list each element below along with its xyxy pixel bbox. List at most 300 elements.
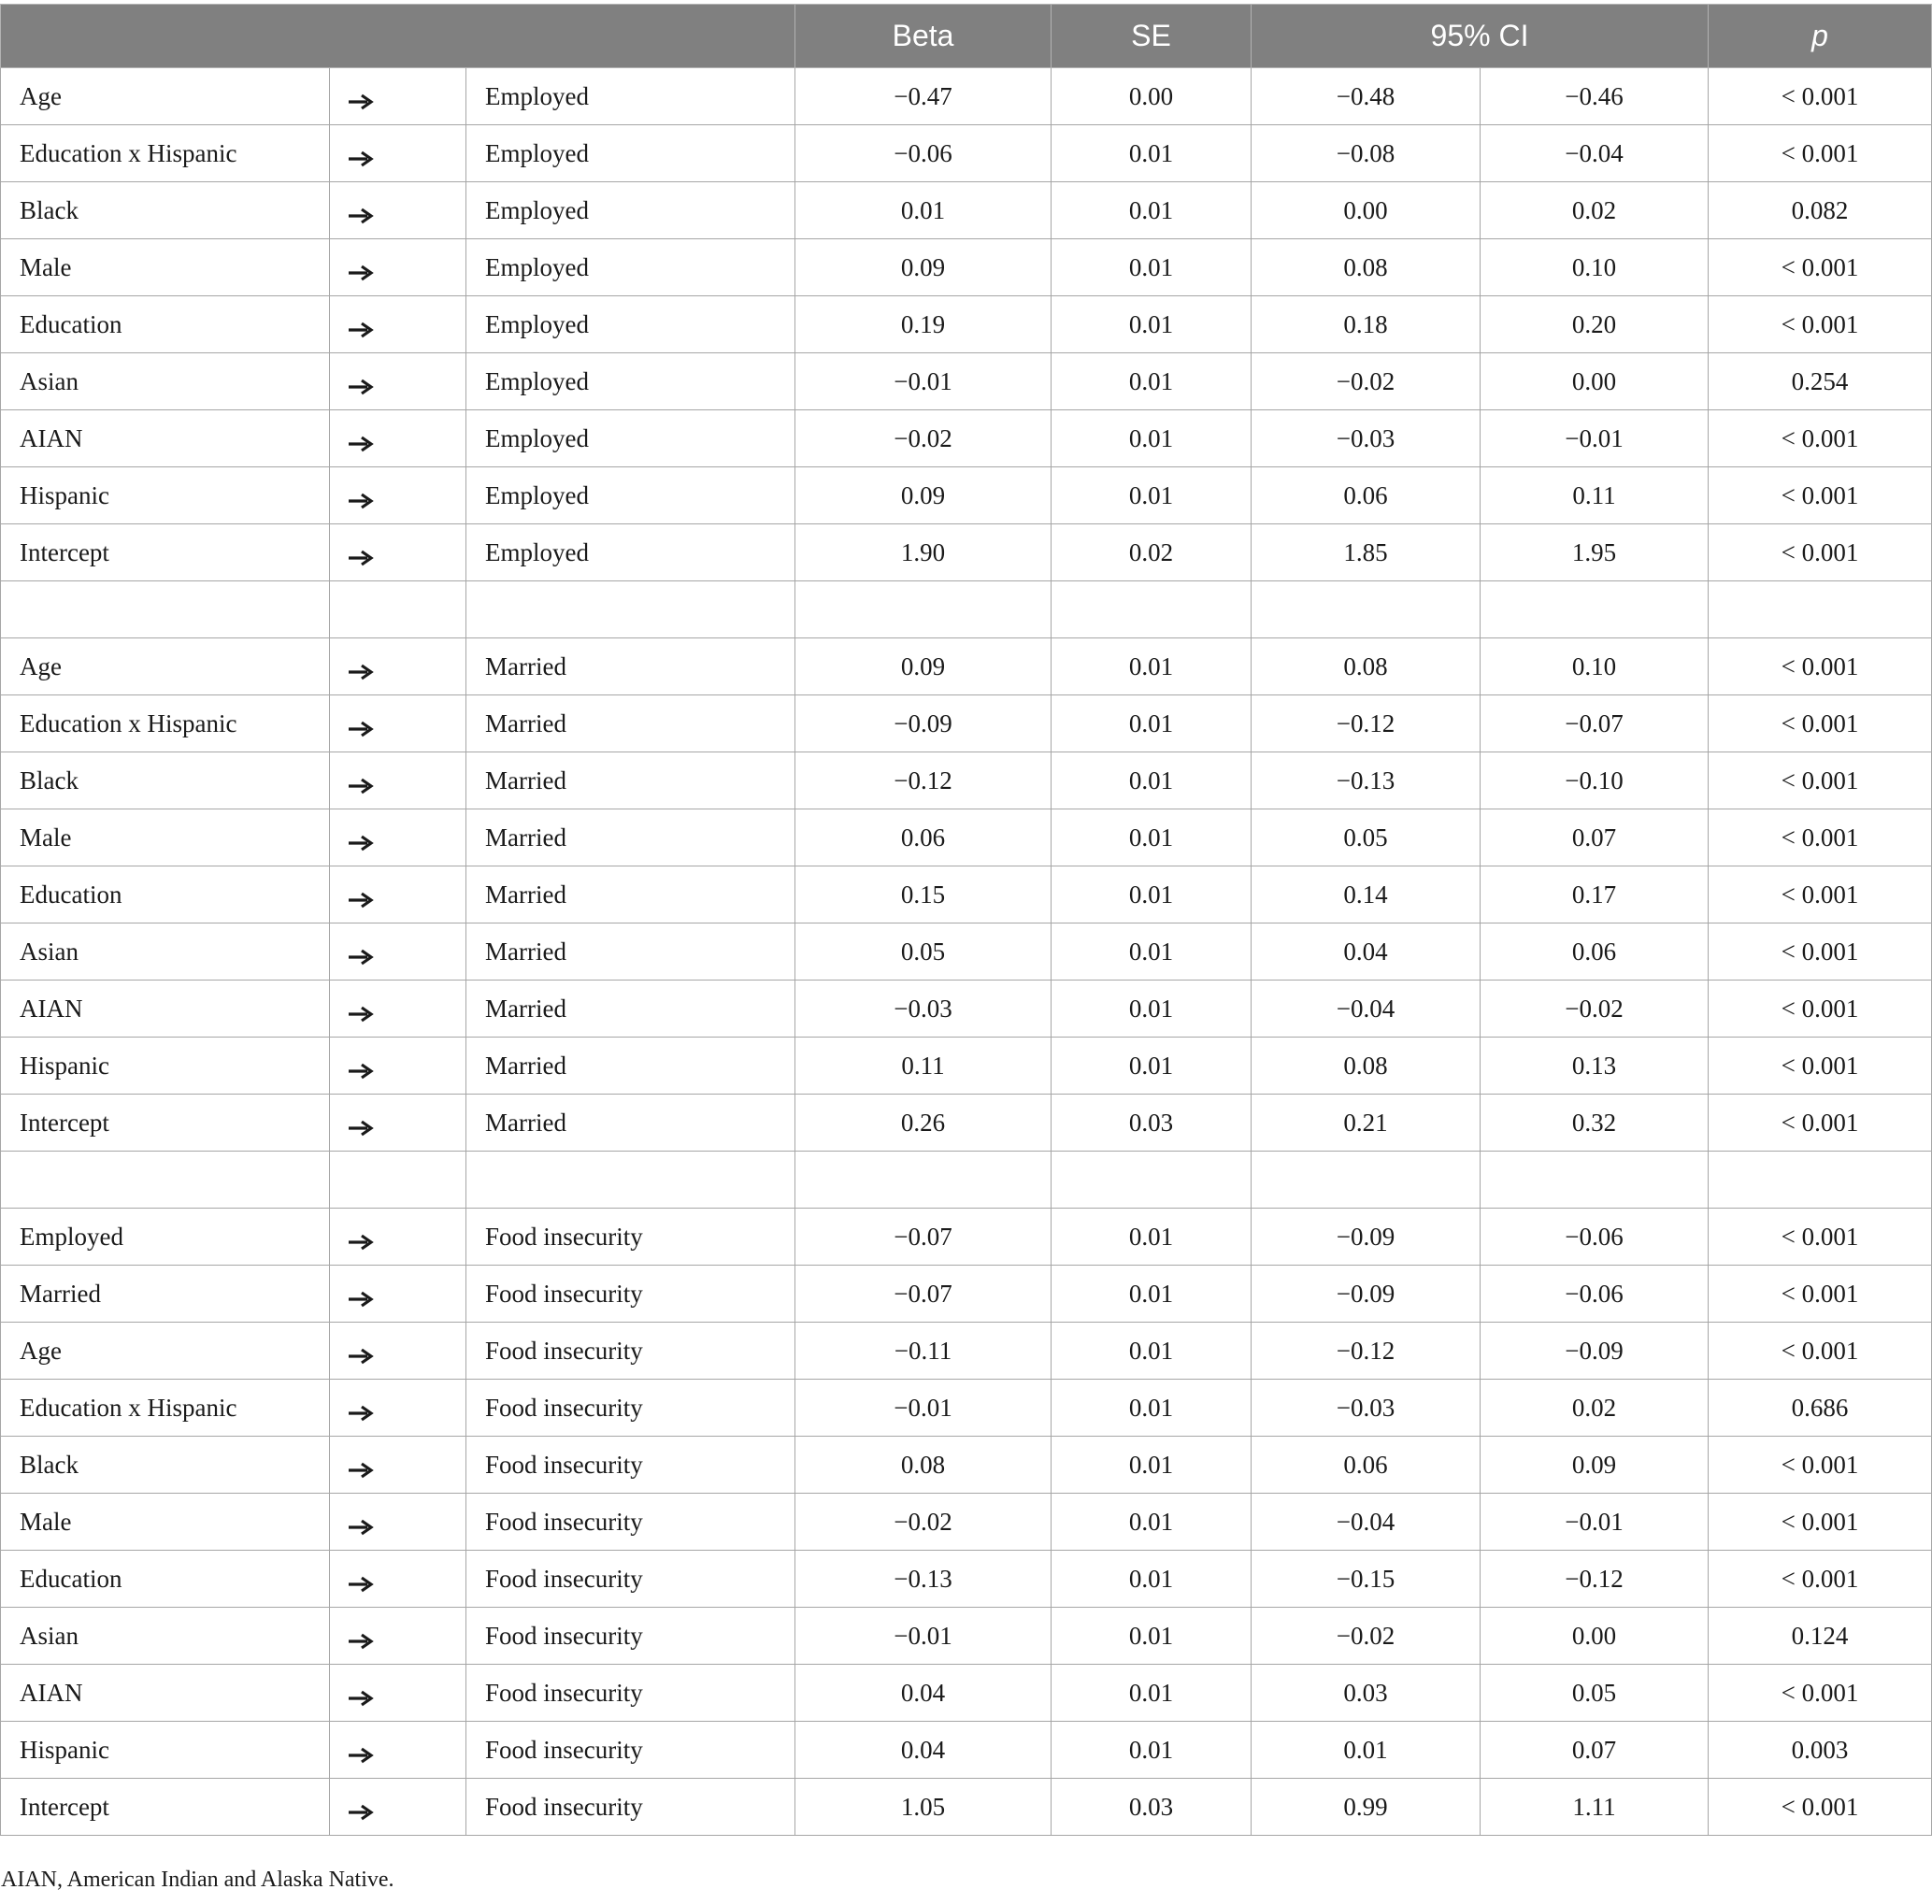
table-row: [1, 1551, 1932, 1608]
arrow-cell: [330, 1494, 466, 1551]
table-row: [1, 1095, 1932, 1152]
outcome-cell: Food insecurity: [466, 1722, 795, 1779]
beta-cell: 0.09: [795, 467, 1052, 524]
predictor-cell: Age: [1, 68, 330, 125]
p-value-cell: < 0.001: [1709, 695, 1932, 752]
beta-cell: −0.07: [795, 1266, 1052, 1323]
arrow-cell: [330, 1380, 466, 1437]
predictor-cell: Education x Hispanic: [1, 1380, 330, 1437]
beta-cell: −0.47: [795, 68, 1052, 125]
table-row: [1, 1779, 1932, 1836]
outcome-cell: Employed: [466, 296, 795, 353]
right-arrow-icon: [347, 1685, 375, 1704]
ci-lower-cell: 0.08: [1252, 638, 1481, 695]
predictor-cell: Asian: [1, 923, 330, 981]
arrow-cell: [330, 923, 466, 981]
table-row: [1, 1323, 1932, 1380]
right-arrow-icon: [347, 1742, 375, 1761]
predictor-cell: Hispanic: [1, 1038, 330, 1095]
p-value-cell: 0.082: [1709, 182, 1932, 239]
right-arrow-icon: [347, 1514, 375, 1533]
outcome-cell: Married: [466, 866, 795, 923]
right-arrow-icon: [347, 773, 375, 792]
predictor-cell: Employed: [1, 1209, 330, 1266]
empty-cell: [1709, 1152, 1932, 1209]
right-arrow-icon: [347, 545, 375, 564]
ci-lower-cell: 0.01: [1252, 1722, 1481, 1779]
ci-lower-cell: 0.08: [1252, 1038, 1481, 1095]
right-arrow-icon: [347, 944, 375, 963]
ci-lower-cell: −0.02: [1252, 1608, 1481, 1665]
ci-lower-cell: 0.03: [1252, 1665, 1481, 1722]
outcome-cell: Employed: [466, 467, 795, 524]
predictor-cell: AIAN: [1, 410, 330, 467]
table-row: [1, 1722, 1932, 1779]
ci-upper-cell: 0.10: [1481, 239, 1709, 296]
se-cell: 0.01: [1052, 1494, 1252, 1551]
se-cell: 0.01: [1052, 1437, 1252, 1494]
ci-upper-cell: −0.07: [1481, 695, 1709, 752]
se-cell: 0.01: [1052, 467, 1252, 524]
arrow-cell: [330, 410, 466, 467]
ci-upper-cell: 0.17: [1481, 866, 1709, 923]
arrow-cell: [330, 125, 466, 182]
se-cell: 0.01: [1052, 1722, 1252, 1779]
beta-cell: −0.01: [795, 1608, 1052, 1665]
se-cell: 0.01: [1052, 866, 1252, 923]
se-cell: 0.01: [1052, 353, 1252, 410]
p-value-cell: < 0.001: [1709, 1551, 1932, 1608]
arrow-cell: [330, 1779, 466, 1836]
empty-cell: [1481, 1152, 1709, 1209]
se-cell: 0.01: [1052, 809, 1252, 866]
predictor-cell: Intercept: [1, 1779, 330, 1836]
ci-upper-cell: 0.05: [1481, 1665, 1709, 1722]
ci-upper-cell: 0.13: [1481, 1038, 1709, 1095]
outcome-cell: Employed: [466, 410, 795, 467]
p-value-cell: < 0.001: [1709, 1095, 1932, 1152]
header-blank-cell: [1, 5, 795, 68]
table-footnote: AIAN, American Indian and Alaska Native.: [1, 1868, 394, 1892]
se-cell: 0.03: [1052, 1095, 1252, 1152]
se-cell: 0.01: [1052, 923, 1252, 981]
table-row: [1, 809, 1932, 866]
se-cell: 0.01: [1052, 1209, 1252, 1266]
se-cell: 0.01: [1052, 296, 1252, 353]
empty-cell: [466, 581, 795, 638]
table-row: [1, 1494, 1932, 1551]
p-value-cell: < 0.001: [1709, 1665, 1932, 1722]
beta-cell: 0.05: [795, 923, 1052, 981]
empty-cell: [466, 1152, 795, 1209]
arrow-cell: [330, 467, 466, 524]
outcome-cell: Food insecurity: [466, 1494, 795, 1551]
p-value-cell: 0.003: [1709, 1722, 1932, 1779]
outcome-cell: Food insecurity: [466, 1665, 795, 1722]
predictor-cell: Education x Hispanic: [1, 125, 330, 182]
table-row: [1, 1038, 1932, 1095]
table-row: [1, 68, 1932, 125]
beta-cell: −0.11: [795, 1323, 1052, 1380]
ci-lower-cell: 0.18: [1252, 296, 1481, 353]
ci-upper-cell: 0.00: [1481, 353, 1709, 410]
right-arrow-icon: [347, 1457, 375, 1476]
predictor-cell: Male: [1, 239, 330, 296]
ci-upper-cell: 0.07: [1481, 1722, 1709, 1779]
arrow-cell: [330, 866, 466, 923]
p-value-cell: < 0.001: [1709, 125, 1932, 182]
se-cell: 0.01: [1052, 1665, 1252, 1722]
beta-cell: 0.26: [795, 1095, 1052, 1152]
empty-cell: [330, 1152, 466, 1209]
p-value-cell: < 0.001: [1709, 752, 1932, 809]
ci-lower-cell: −0.04: [1252, 1494, 1481, 1551]
header-row: [1, 5, 1932, 68]
se-cell: 0.01: [1052, 1608, 1252, 1665]
p-value-cell: < 0.001: [1709, 1266, 1932, 1323]
arrow-cell: [330, 1266, 466, 1323]
arrow-cell: [330, 68, 466, 125]
beta-cell: −0.01: [795, 353, 1052, 410]
ci-upper-cell: −0.01: [1481, 410, 1709, 467]
regression-table: [0, 4, 1932, 1836]
right-arrow-icon: [347, 1343, 375, 1362]
table-row: [1, 524, 1932, 581]
predictor-cell: Intercept: [1, 1095, 330, 1152]
table-row: [1, 239, 1932, 296]
se-cell: 0.01: [1052, 1380, 1252, 1437]
outcome-cell: Food insecurity: [466, 1323, 795, 1380]
ci-upper-cell: 0.07: [1481, 809, 1709, 866]
ci-upper-cell: 0.11: [1481, 467, 1709, 524]
predictor-cell: Black: [1, 752, 330, 809]
ci-lower-cell: −0.48: [1252, 68, 1481, 125]
ci-lower-cell: 1.85: [1252, 524, 1481, 581]
ci-upper-cell: −0.04: [1481, 125, 1709, 182]
outcome-cell: Employed: [466, 68, 795, 125]
se-cell: 0.01: [1052, 410, 1252, 467]
p-value-cell: < 0.001: [1709, 638, 1932, 695]
table-body: [1, 68, 1932, 1836]
arrow-cell: [330, 296, 466, 353]
table-container: [0, 4, 1932, 1836]
predictor-cell: Hispanic: [1, 467, 330, 524]
ci-upper-cell: 0.32: [1481, 1095, 1709, 1152]
outcome-cell: Married: [466, 923, 795, 981]
se-cell: 0.01: [1052, 638, 1252, 695]
predictor-cell: Intercept: [1, 524, 330, 581]
empty-cell: [330, 581, 466, 638]
ci-lower-cell: −0.03: [1252, 410, 1481, 467]
outcome-cell: Employed: [466, 182, 795, 239]
arrow-cell: [330, 695, 466, 752]
se-cell: 0.01: [1052, 239, 1252, 296]
arrow-cell: [330, 1722, 466, 1779]
beta-cell: −0.02: [795, 1494, 1052, 1551]
ci-upper-cell: 1.11: [1481, 1779, 1709, 1836]
ci-upper-cell: 0.06: [1481, 923, 1709, 981]
ci-upper-cell: −0.09: [1481, 1323, 1709, 1380]
predictor-cell: Asian: [1, 1608, 330, 1665]
predictor-cell: AIAN: [1, 1665, 330, 1722]
outcome-cell: Food insecurity: [466, 1551, 795, 1608]
outcome-cell: Married: [466, 809, 795, 866]
beta-cell: −0.01: [795, 1380, 1052, 1437]
empty-cell: [1052, 581, 1252, 638]
arrow-cell: [330, 638, 466, 695]
empty-cell: [795, 581, 1052, 638]
predictor-cell: AIAN: [1, 981, 330, 1038]
ci-lower-cell: −0.13: [1252, 752, 1481, 809]
table-row: [1, 182, 1932, 239]
table-row: [1, 981, 1932, 1038]
ci-lower-cell: 0.14: [1252, 866, 1481, 923]
arrow-cell: [330, 1437, 466, 1494]
ci-lower-cell: 0.00: [1252, 182, 1481, 239]
arrow-cell: [330, 1608, 466, 1665]
right-arrow-icon: [347, 1400, 375, 1419]
right-arrow-icon: [347, 89, 375, 107]
ci-upper-cell: −0.10: [1481, 752, 1709, 809]
ci-upper-cell: 0.20: [1481, 296, 1709, 353]
predictor-cell: Age: [1, 638, 330, 695]
right-arrow-icon: [347, 1571, 375, 1590]
predictor-cell: Black: [1, 182, 330, 239]
p-value-cell: < 0.001: [1709, 239, 1932, 296]
se-cell: 0.01: [1052, 1323, 1252, 1380]
ci-upper-cell: 1.95: [1481, 524, 1709, 581]
se-cell: 0.01: [1052, 182, 1252, 239]
outcome-cell: Food insecurity: [466, 1209, 795, 1266]
empty-cell: [1709, 581, 1932, 638]
predictor-cell: Education: [1, 296, 330, 353]
arrow-cell: [330, 1038, 466, 1095]
p-value-cell: < 0.001: [1709, 410, 1932, 467]
right-arrow-icon: [347, 1799, 375, 1818]
right-arrow-icon: [347, 1286, 375, 1305]
right-arrow-icon: [347, 1229, 375, 1248]
outcome-cell: Married: [466, 752, 795, 809]
ci-upper-cell: −0.06: [1481, 1266, 1709, 1323]
table-row: [1, 467, 1932, 524]
beta-cell: 0.06: [795, 809, 1052, 866]
table-row: [1, 695, 1932, 752]
beta-cell: 0.09: [795, 239, 1052, 296]
ci-upper-cell: −0.06: [1481, 1209, 1709, 1266]
beta-cell: −0.07: [795, 1209, 1052, 1266]
right-arrow-icon: [347, 1001, 375, 1020]
ci-lower-cell: 0.06: [1252, 467, 1481, 524]
table-row: [1, 866, 1932, 923]
arrow-cell: [330, 981, 466, 1038]
p-value-cell: < 0.001: [1709, 524, 1932, 581]
beta-cell: 0.11: [795, 1038, 1052, 1095]
empty-cell: [1, 581, 330, 638]
arrow-cell: [330, 809, 466, 866]
se-cell: 0.02: [1052, 524, 1252, 581]
ci-upper-cell: 0.02: [1481, 1380, 1709, 1437]
ci-lower-cell: −0.09: [1252, 1266, 1481, 1323]
right-arrow-icon: [347, 431, 375, 450]
arrow-cell: [330, 1551, 466, 1608]
outcome-cell: Employed: [466, 524, 795, 581]
table-row: [1, 923, 1932, 981]
right-arrow-icon: [347, 488, 375, 507]
arrow-cell: [330, 182, 466, 239]
ci-lower-cell: 0.08: [1252, 239, 1481, 296]
right-arrow-icon: [347, 146, 375, 165]
se-cell: 0.01: [1052, 752, 1252, 809]
beta-cell: −0.02: [795, 410, 1052, 467]
ci-lower-cell: −0.02: [1252, 353, 1481, 410]
table-row: [1, 1380, 1932, 1437]
table-row: [1, 1437, 1932, 1494]
predictor-cell: Age: [1, 1323, 330, 1380]
ci-upper-cell: −0.12: [1481, 1551, 1709, 1608]
ci-lower-cell: 0.04: [1252, 923, 1481, 981]
spacer-row: [1, 1152, 1932, 1209]
table-row: [1, 353, 1932, 410]
arrow-cell: [330, 524, 466, 581]
ci-lower-cell: −0.15: [1252, 1551, 1481, 1608]
outcome-cell: Employed: [466, 239, 795, 296]
outcome-cell: Married: [466, 695, 795, 752]
ci-lower-cell: −0.09: [1252, 1209, 1481, 1266]
beta-cell: 1.90: [795, 524, 1052, 581]
ci-upper-cell: 0.09: [1481, 1437, 1709, 1494]
predictor-cell: Married: [1, 1266, 330, 1323]
se-cell: 0.01: [1052, 1551, 1252, 1608]
beta-cell: 1.05: [795, 1779, 1052, 1836]
empty-cell: [1052, 1152, 1252, 1209]
predictor-cell: Male: [1, 1494, 330, 1551]
outcome-cell: Employed: [466, 353, 795, 410]
right-arrow-icon: [347, 1115, 375, 1134]
ci-upper-cell: 0.10: [1481, 638, 1709, 695]
outcome-cell: Food insecurity: [466, 1266, 795, 1323]
p-value-cell: < 0.001: [1709, 866, 1932, 923]
se-cell: 0.01: [1052, 695, 1252, 752]
beta-cell: −0.06: [795, 125, 1052, 182]
header-ci: 95% CI: [1252, 5, 1709, 68]
p-value-cell: < 0.001: [1709, 296, 1932, 353]
empty-cell: [1481, 581, 1709, 638]
p-value-cell: < 0.001: [1709, 1437, 1932, 1494]
ci-upper-cell: 0.02: [1481, 182, 1709, 239]
arrow-cell: [330, 239, 466, 296]
p-value-cell: < 0.001: [1709, 1038, 1932, 1095]
outcome-cell: Food insecurity: [466, 1437, 795, 1494]
se-cell: 0.01: [1052, 981, 1252, 1038]
right-arrow-icon: [347, 317, 375, 336]
empty-cell: [795, 1152, 1052, 1209]
table-row: [1, 410, 1932, 467]
ci-lower-cell: −0.12: [1252, 1323, 1481, 1380]
table-row: [1, 752, 1932, 809]
p-value-cell: < 0.001: [1709, 1323, 1932, 1380]
right-arrow-icon: [347, 260, 375, 279]
beta-cell: 0.19: [795, 296, 1052, 353]
p-value-cell: 0.124: [1709, 1608, 1932, 1665]
table-row: [1, 125, 1932, 182]
arrow-cell: [330, 1665, 466, 1722]
ci-lower-cell: −0.08: [1252, 125, 1481, 182]
p-value-cell: < 0.001: [1709, 1779, 1932, 1836]
outcome-cell: Food insecurity: [466, 1380, 795, 1437]
right-arrow-icon: [347, 203, 375, 222]
predictor-cell: Education: [1, 866, 330, 923]
header-p: p: [1709, 5, 1932, 68]
se-cell: 0.01: [1052, 1038, 1252, 1095]
table-row: [1, 296, 1932, 353]
right-arrow-icon: [347, 830, 375, 849]
se-cell: 0.03: [1052, 1779, 1252, 1836]
p-value-cell: < 0.001: [1709, 68, 1932, 125]
se-cell: 0.01: [1052, 125, 1252, 182]
arrow-cell: [330, 752, 466, 809]
beta-cell: 0.04: [795, 1665, 1052, 1722]
p-value-cell: < 0.001: [1709, 923, 1932, 981]
p-value-cell: < 0.001: [1709, 467, 1932, 524]
outcome-cell: Food insecurity: [466, 1608, 795, 1665]
ci-lower-cell: 0.99: [1252, 1779, 1481, 1836]
arrow-cell: [330, 353, 466, 410]
empty-cell: [1252, 1152, 1481, 1209]
ci-lower-cell: −0.04: [1252, 981, 1481, 1038]
beta-cell: 0.08: [795, 1437, 1052, 1494]
table-row: [1, 1209, 1932, 1266]
arrow-cell: [330, 1209, 466, 1266]
se-cell: 0.00: [1052, 68, 1252, 125]
beta-cell: 0.01: [795, 182, 1052, 239]
beta-cell: −0.03: [795, 981, 1052, 1038]
ci-lower-cell: −0.03: [1252, 1380, 1481, 1437]
right-arrow-icon: [347, 1058, 375, 1077]
beta-cell: 0.09: [795, 638, 1052, 695]
arrow-cell: [330, 1323, 466, 1380]
outcome-cell: Married: [466, 1095, 795, 1152]
outcome-cell: Married: [466, 1038, 795, 1095]
header-se: SE: [1052, 5, 1252, 68]
ci-lower-cell: 0.06: [1252, 1437, 1481, 1494]
predictor-cell: Asian: [1, 353, 330, 410]
beta-cell: −0.12: [795, 752, 1052, 809]
ci-lower-cell: −0.12: [1252, 695, 1481, 752]
table-row: [1, 638, 1932, 695]
beta-cell: −0.09: [795, 695, 1052, 752]
beta-cell: 0.15: [795, 866, 1052, 923]
p-value-cell: < 0.001: [1709, 1209, 1932, 1266]
ci-upper-cell: −0.46: [1481, 68, 1709, 125]
outcome-cell: Food insecurity: [466, 1779, 795, 1836]
p-value-cell: < 0.001: [1709, 981, 1932, 1038]
p-value-cell: < 0.001: [1709, 809, 1932, 866]
empty-cell: [1, 1152, 330, 1209]
predictor-cell: Education x Hispanic: [1, 695, 330, 752]
right-arrow-icon: [347, 374, 375, 393]
outcome-cell: Married: [466, 638, 795, 695]
outcome-cell: Employed: [466, 125, 795, 182]
predictor-cell: Hispanic: [1, 1722, 330, 1779]
header-beta: Beta: [795, 5, 1052, 68]
table-row: [1, 1266, 1932, 1323]
beta-cell: 0.04: [795, 1722, 1052, 1779]
empty-cell: [1252, 581, 1481, 638]
predictor-cell: Black: [1, 1437, 330, 1494]
outcome-cell: Married: [466, 981, 795, 1038]
p-value-cell: < 0.001: [1709, 1494, 1932, 1551]
se-cell: 0.01: [1052, 1266, 1252, 1323]
